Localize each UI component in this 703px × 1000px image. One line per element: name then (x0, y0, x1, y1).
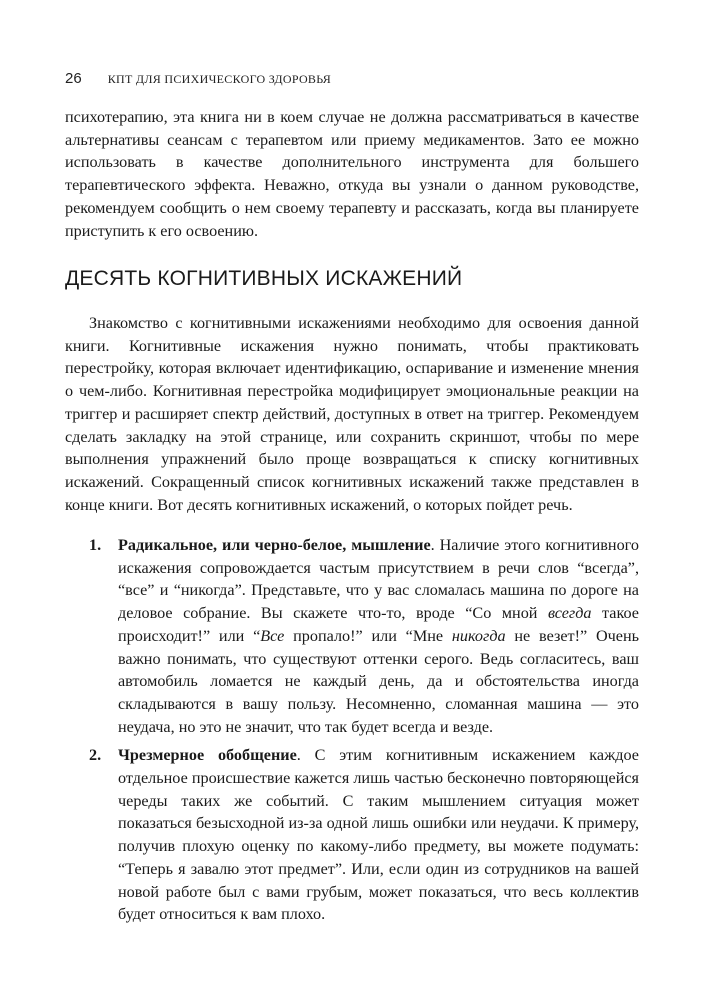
page-number: 26 (65, 70, 82, 87)
list-item (65, 744, 639, 926)
item-number: 1. (89, 536, 102, 554)
item-emphasis: всегда (547, 604, 592, 623)
list-item (65, 534, 639, 738)
distortions-list (65, 534, 639, 926)
item-text: . Наличие этого когнитивного искажения сопровождается частым присутствием в речи слов “всегда”, “все” и “никогда”. Представьте, что у вас сломалась машина по дороге на деловое собрание. Вы скажете что-то, вроде “Со мной (118, 536, 639, 623)
item-text: такое происходит!” или “ (118, 604, 639, 645)
item-text: пропало!” или “Мне (284, 626, 452, 645)
section-intro-paragraph: Знакомство с когнитивными искажениями необходимо для освоения данной книги. Когнитивные искажения нужно понимать, чтобы практиковать перестройку, которая включает идентификацию, оспаривание и изменение мнения о чем-либо. Когнитивная перестройка модифицирует эмоциональные реакции на триггер и расширяет спектр действий, доступных в ответ на триггер. Рекомендуем сделать закладку на этой странице, или сохранить скриншот, чтобы по мере выполнения упражнений было проще возвращаться к списку когнитивных искажений. Сокращенный список когнитивных искажений также представлен в конце книги. Вот десять когнитивных искажений, о которых пойдет речь. (65, 314, 639, 514)
item-term: Радикальное, или черно-белое, мышление (118, 536, 431, 554)
item-emphasis: никогда (451, 626, 506, 645)
page-header (65, 70, 331, 87)
item-text: . С этим когнитивным искажением каждое отдельное происшествие кажется лишь частью бесконечно повторяющейся череды таких же событий. С таким мышлением ситуация может показаться безысходной из-за одной лишь ошибки или неудачи. К примеру, получив плохую оценку по какому-либо предмету, вы можете подумать: “Теперь я завалю этот предмет”. Или, если один из сотрудников на вашей новой работе был с вами грубым, может показаться, что весь коллектив будет относиться к вам плохо. (118, 746, 639, 924)
paragraph-continued: психотерапию, эта книга ни в коем случае не должна рассматриваться в качестве альтернативы сеансам с терапевтом или приему медикаментов. Зато ее можно использовать в качестве дополнительного инструмента для большего терапевтического эффекта. Неважно, откуда вы узнали о данном руководстве, рекомендуем сообщить о нем своему терапевту и рассказать, когда вы планируете приступить к его освоению. (65, 108, 639, 240)
item-emphasis: Все (260, 626, 285, 645)
running-title: КПТ ДЛЯ ПСИХИЧЕСКОГО ЗДОРОВЬЯ (107, 72, 332, 86)
item-term: Чрезмерное обобщение (118, 746, 297, 765)
section-heading: ДЕСЯТЬ КОГНИТИВНЫХ ИСКАЖЕНИЙ (65, 267, 463, 290)
item-text: не везет!” Очень важно понимать, что существуют оттенки серого. Ведь согласитесь, ваш автомобиль ломается не каждый день, да и обстоятельства иногда складываются в вашу пользу. Несомненно, сломанная машина — это неудача, но это не значит, что так будет всегда и везде. (118, 626, 640, 736)
item-number: 2. (89, 746, 102, 765)
